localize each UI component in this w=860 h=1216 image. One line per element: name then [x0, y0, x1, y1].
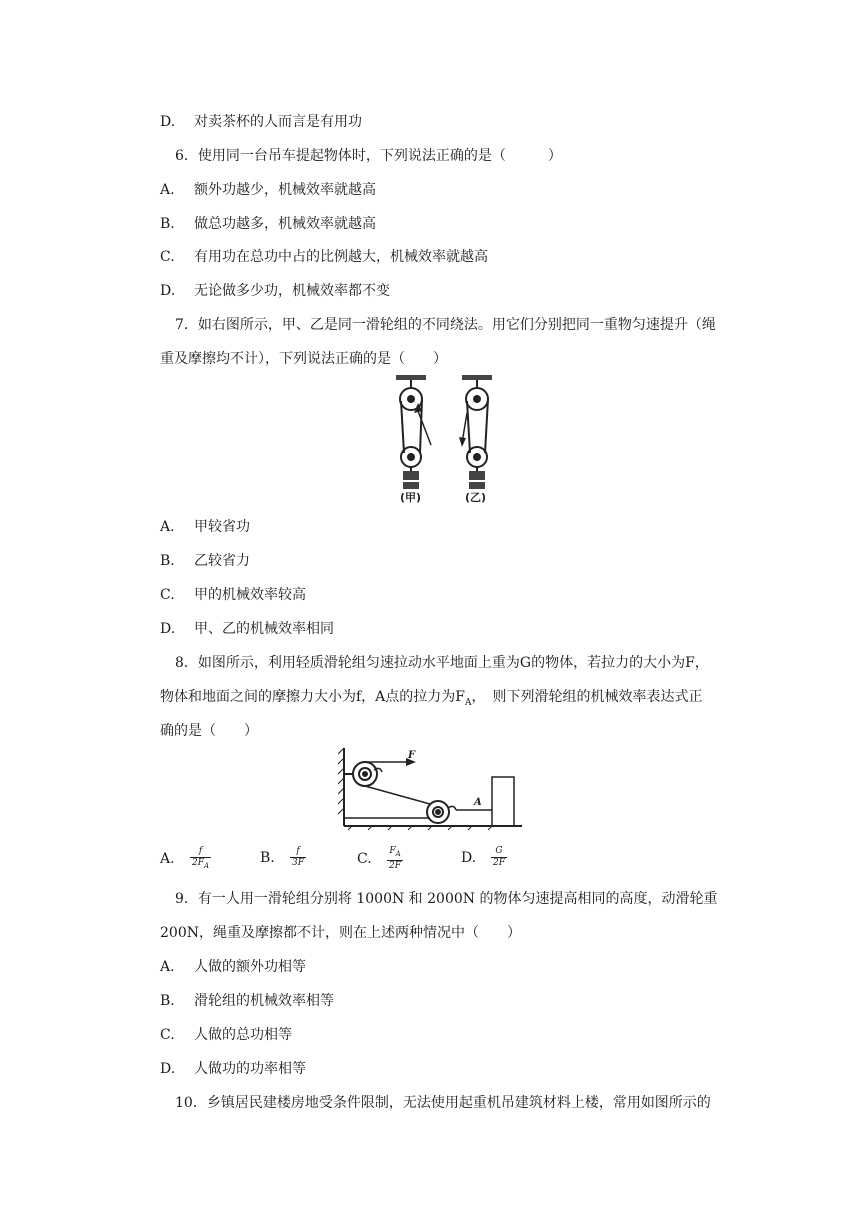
- option-key: C.: [160, 1027, 175, 1043]
- option-text: 无论做多少功，机械效率都不变: [194, 283, 390, 299]
- fraction-denominator: 2F: [389, 860, 401, 871]
- q7-option-b: [160, 551, 250, 571]
- fraction-denominator: 2F: [493, 858, 505, 868]
- option-key: D.: [160, 621, 176, 637]
- figure-label-f: F: [408, 750, 416, 761]
- q7-stem-line2: 重及摩擦均不计），下列说法正确的是（ ）: [160, 351, 447, 367]
- q9-option-a: [160, 957, 306, 977]
- option-text: 人做的总功相等: [194, 1027, 292, 1043]
- figure-label-yi: (乙): [465, 491, 487, 503]
- q8-stem-line2-a: 物体和地面之间的摩擦力大小为f，A点的拉力为F: [160, 689, 466, 705]
- option-text: 乙较省力: [194, 553, 250, 569]
- option-key: C.: [357, 850, 372, 867]
- fraction-numerator-sub: A: [395, 849, 401, 858]
- figure-label-jia: (甲): [400, 491, 422, 503]
- option-key: A.: [160, 182, 175, 198]
- option-key: B.: [260, 849, 275, 866]
- option-text: 甲、乙的机械效率相同: [194, 621, 334, 637]
- q8-stem-line2-b: ， 则下列滑轮组的机械效率表达式正: [471, 689, 703, 705]
- q8-option-a: [160, 846, 211, 872]
- q8-option-b: [260, 846, 306, 869]
- q8-option-c: [357, 846, 403, 872]
- q7-option-d: [160, 619, 334, 639]
- fraction-numerator: F: [389, 846, 396, 856]
- q6-option-c: [160, 247, 488, 267]
- q10-stem-line1: 10．乡镇居民建楼房地受条件限制，无法使用起重机吊建筑材料上楼，常用如图所示的: [175, 1095, 711, 1111]
- pulley-system-jia: [396, 375, 431, 489]
- option-text: 对卖茶杯的人而言是有用功: [194, 114, 362, 130]
- pulley-figure-q8: [338, 746, 524, 832]
- q9-option-c: [160, 1025, 292, 1045]
- q9-stem-line1: 9．有一人用一滑轮组分别将 1000N 和 2000N 的物体匀速提高相同的高度，动滑轮重: [175, 891, 718, 907]
- fraction-denominator: 2F: [192, 858, 204, 868]
- option-key: D.: [160, 114, 176, 130]
- q8-stem-line2: [160, 687, 703, 713]
- option-key: A.: [160, 959, 175, 975]
- fraction-numerator: G: [491, 846, 507, 858]
- option-key: D.: [461, 849, 477, 866]
- fraction-denominator-sub: A: [203, 861, 210, 870]
- q8-stem-line1: 8．如图所示，利用轻质滑轮组匀速拉动水平地面上重为G的物体，若拉力的大小为F，: [175, 655, 709, 671]
- option-key: C.: [160, 587, 175, 603]
- option-key: B.: [160, 216, 175, 232]
- q7-option-a: [160, 517, 250, 537]
- option-key: B.: [160, 993, 175, 1009]
- q8-option-d: [461, 846, 507, 869]
- option-key: C.: [160, 249, 175, 265]
- q6-option-b: [160, 214, 376, 234]
- option-key: A.: [160, 519, 175, 535]
- q6-option-a: [160, 180, 376, 200]
- option-text: 滑轮组的机械效率相等: [194, 993, 334, 1009]
- option-key: A.: [160, 850, 175, 867]
- q7-option-c: [160, 585, 306, 605]
- option-key: D.: [160, 283, 176, 299]
- pulley-system-yi: [459, 375, 492, 489]
- option-text: 甲较省功: [194, 519, 250, 535]
- option-text: 做总功越多，机械效率就越高: [194, 216, 376, 232]
- option-text: 额外功越少，机械效率就越高: [194, 182, 376, 198]
- option-text: 人做的额外功相等: [194, 959, 306, 975]
- q9-option-d: [160, 1059, 306, 1079]
- q5-option-d: [160, 112, 362, 132]
- q9-stem-line2: 200N，绳重及摩擦都不计，则在上述两种情况中（ ）: [160, 925, 521, 941]
- q7-stem-line1: 7．如右图所示，甲、乙是同一滑轮组的不同绕法。用它们分别把同一重物匀速提升（绳: [175, 317, 716, 333]
- figure-label-a: A: [474, 797, 482, 808]
- q9-option-b: [160, 991, 334, 1011]
- fraction-numerator: f: [290, 846, 306, 858]
- fraction-numerator: f: [190, 846, 211, 858]
- pulley-figure-q7: [392, 373, 512, 503]
- option-text: 人做功的功率相等: [194, 1061, 306, 1077]
- option-key: D.: [160, 1061, 176, 1077]
- fraction-denominator: 3F: [292, 858, 304, 868]
- option-text: 甲的机械效率较高: [194, 587, 306, 603]
- q8-stem-line3: 确的是（ ）: [160, 723, 258, 739]
- option-key: B.: [160, 553, 175, 569]
- q6-option-d: [160, 281, 390, 301]
- option-text: 有用功在总功中占的比例越大，机械效率就越高: [194, 249, 488, 265]
- q8-stem-line2-sub: A: [465, 697, 472, 708]
- q6-stem: 6．使用同一台吊车提起物体时，下列说法正确的是（ ）: [175, 148, 562, 164]
